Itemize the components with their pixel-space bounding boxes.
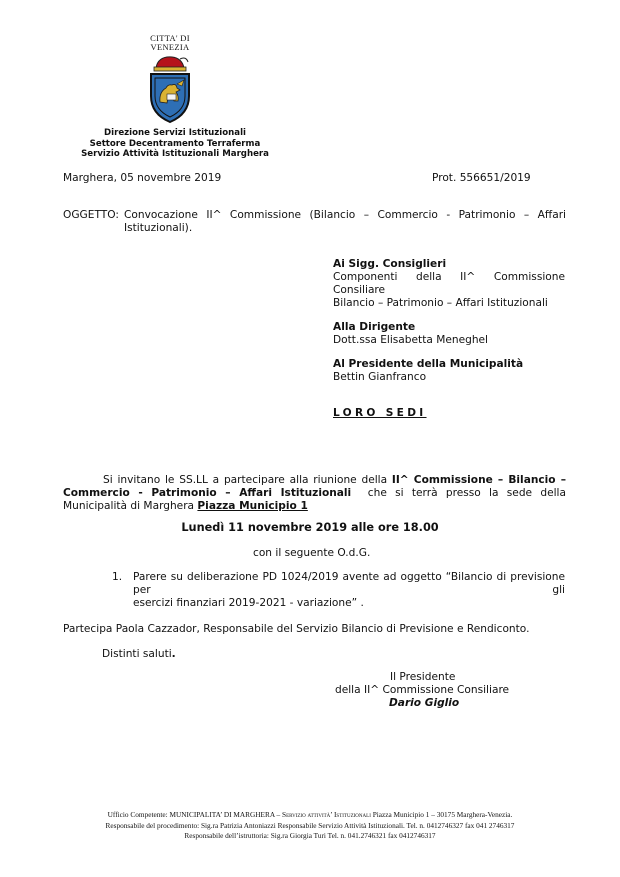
recipient-heading: Al Presidente della Municipalità <box>333 358 524 370</box>
recipient-line: Bettin Gianfranco <box>333 371 427 383</box>
commission-name-part2: Commercio - Patrimonio – Affari Istituzionali <box>63 487 352 499</box>
signature-block <box>330 671 540 710</box>
logo-text-line1: CITTA' DI <box>150 33 190 43</box>
agenda-item-number: 1. <box>112 571 123 583</box>
footer-line-1 <box>0 810 620 821</box>
footer-service: Servizio attività’ Istituzionali <box>282 810 373 819</box>
invitation-intro: Si invitano le SS.LL a partecipare alla riunione della <box>103 474 388 486</box>
department-line: Settore Decentramento Terraferma <box>89 138 261 149</box>
letter-date: Marghera, 05 novembre 2019 <box>63 172 222 184</box>
loro-sedi: LORO SEDI <box>333 407 427 419</box>
closing-dot: . <box>171 648 176 660</box>
footer-line-3: Responsabile dell’istruttoria: Sig.ra Giorgia Turi Tel. n. 041.2746321 fax 0412746317 <box>184 831 436 840</box>
commission-name-part1: II^ Commissione – Bilancio – <box>391 474 566 486</box>
closing-text: Distinti saluti <box>102 648 172 660</box>
subject-label: OGGETTO: <box>63 209 119 221</box>
closing-greeting <box>102 648 176 661</box>
participant-note: Partecipa Paola Cazzador, Responsabile del Servizio Bilancio di Previsione e Rendiconto. <box>63 623 530 635</box>
recipients-block <box>333 258 565 384</box>
footer-office: Ufficio Competente: MUNICIPALITA’ DI MARGHERA – <box>107 810 283 819</box>
venue-prefix: Municipalità di Marghera <box>63 500 195 512</box>
signature-name: Dario Giglio <box>389 697 460 709</box>
logo-text <box>141 34 199 52</box>
agenda-item-line: esercizi finanziari 2019-2021 - variazione” . <box>133 597 364 609</box>
recipient-heading: Ai Sigg. Consiglieri <box>333 258 447 270</box>
city-logo <box>141 34 199 124</box>
agenda-item-line: Parere su deliberazione PD 1024/2019 avente ad oggetto “Bilancio di previsione per gli <box>133 571 565 596</box>
subject-line-1: Convocazione II^ Commissione (Bilancio – Commercio - Patrimonio – Affari <box>124 209 566 221</box>
venice-crest-icon <box>146 54 194 124</box>
recipient-line: Bilancio – Patrimonio – Affari Istituzionali <box>333 297 548 309</box>
signature-role: Il Presidente <box>390 671 456 683</box>
department-heading <box>60 128 290 160</box>
logo-text-line2: VENEZIA <box>150 42 190 52</box>
protocol-number: Prot. 556651/2019 <box>432 172 531 184</box>
recipient-line: Consiliare <box>333 284 386 296</box>
agenda-intro: con il seguente O.d.G. <box>253 547 371 559</box>
department-line: Servizio Attività Istituzionali Marghera <box>81 149 269 159</box>
venue-address: Piazza Municipio 1 <box>197 500 308 512</box>
subject-line-2: Istituzionali). <box>124 222 193 234</box>
department-line: Direzione Servizi Istituzionali <box>104 128 246 138</box>
agenda-item <box>133 571 565 610</box>
signature-body: della II^ Commissione Consiliare <box>335 684 510 696</box>
recipient-line: Dott.ssa Elisabetta Meneghel <box>333 334 489 346</box>
invitation-mid: che si terrà presso la sede della <box>367 487 566 499</box>
meeting-datetime: Lunedì 11 novembre 2019 alle ore 18.00 <box>181 521 439 534</box>
invitation-paragraph <box>63 474 566 513</box>
recipient-line: Componenti della II^ Commissione <box>333 271 565 283</box>
footer <box>0 810 620 842</box>
recipient-heading: Alla Dirigente <box>333 321 416 333</box>
footer-address: Piazza Municipio 1 – 30175 Marghera-Venezia. <box>372 810 513 819</box>
footer-line-2: Responsabile del procedimento: Sig.ra Patrizia Antoniazzi Responsabile Servizio Attività Istituzionali. Tel. n. 0412746327 fax 041 2746317 <box>105 820 515 830</box>
